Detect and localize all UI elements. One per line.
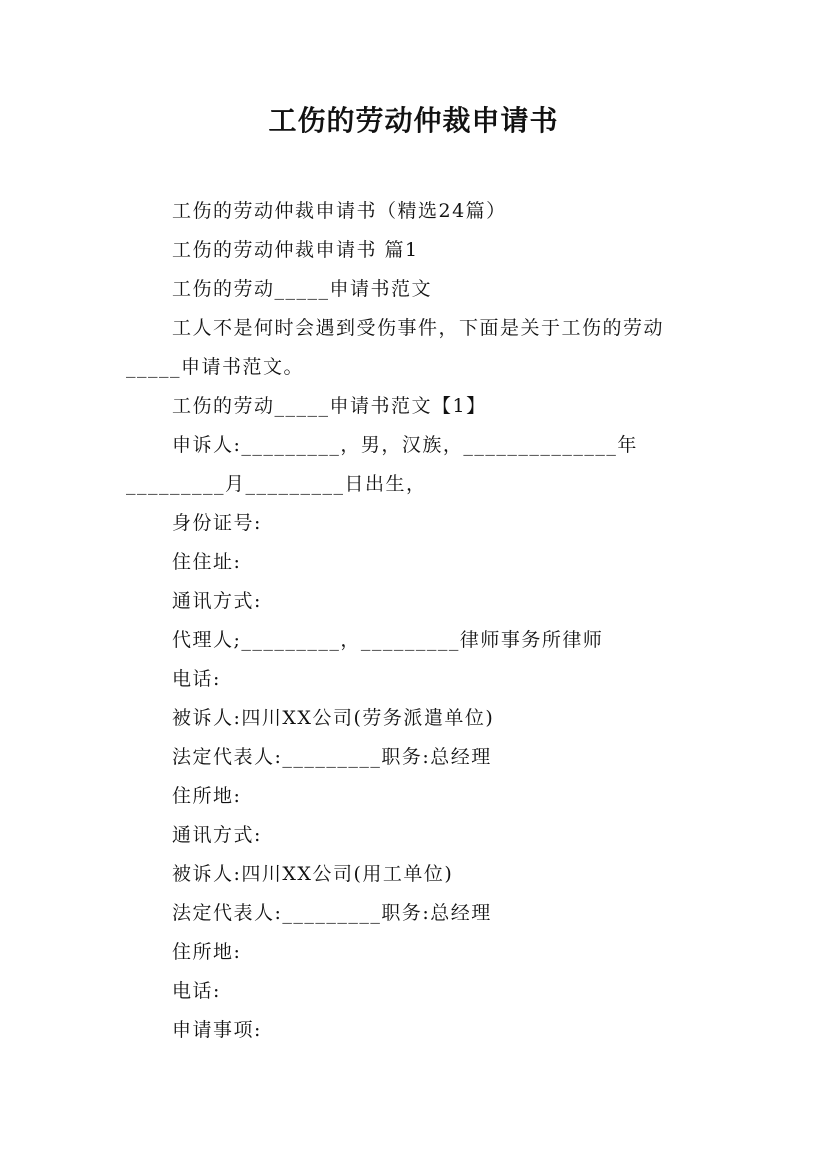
respondent-line: 被诉人:四川XX公司(用工单位) xyxy=(172,863,454,885)
legal-rep-line: 法定代表人:_________职务:总经理 xyxy=(172,902,492,924)
paragraph-line: 工伤的劳动_____申请书范文【1】 xyxy=(172,395,487,417)
paragraph-line: 工伤的劳动_____申请书范文 xyxy=(172,278,433,300)
birthdate-line: _________月_________日出生， xyxy=(126,473,427,495)
contact-line: 通讯方式: xyxy=(172,824,262,846)
section-heading: 工伤的劳动仲裁申请书 篇1 xyxy=(172,239,419,261)
paragraph-line: 工人不是何时会遇到受伤事件，下面是关于工伤的劳动 xyxy=(172,317,665,339)
domicile-line: 住所地: xyxy=(172,941,242,963)
legal-rep-line: 法定代表人:_________职务:总经理 xyxy=(172,746,492,768)
subtitle-line: 工伤的劳动仲裁申请书（精选24篇） xyxy=(172,200,507,222)
phone-line: 电话: xyxy=(172,668,221,690)
id-number-line: 身份证号: xyxy=(172,512,262,534)
paragraph-line: _____申请书范文。 xyxy=(126,356,305,378)
agent-line: 代理人;_________，_________律师事务所律师 xyxy=(172,629,604,651)
claims-heading: 申请事项: xyxy=(172,1019,262,1041)
respondent-line: 被诉人:四川XX公司(劳务派遣单位) xyxy=(172,707,495,729)
contact-line: 通讯方式: xyxy=(172,590,262,612)
domicile-line: 住所地: xyxy=(172,785,242,807)
document-title: 工伤的劳动仲裁申请书 xyxy=(268,104,559,137)
phone-line: 电话: xyxy=(172,980,221,1002)
address-line: 住住址: xyxy=(172,551,242,573)
applicant-line: 申诉人:_________，男，汉族，______________年 xyxy=(172,434,638,456)
